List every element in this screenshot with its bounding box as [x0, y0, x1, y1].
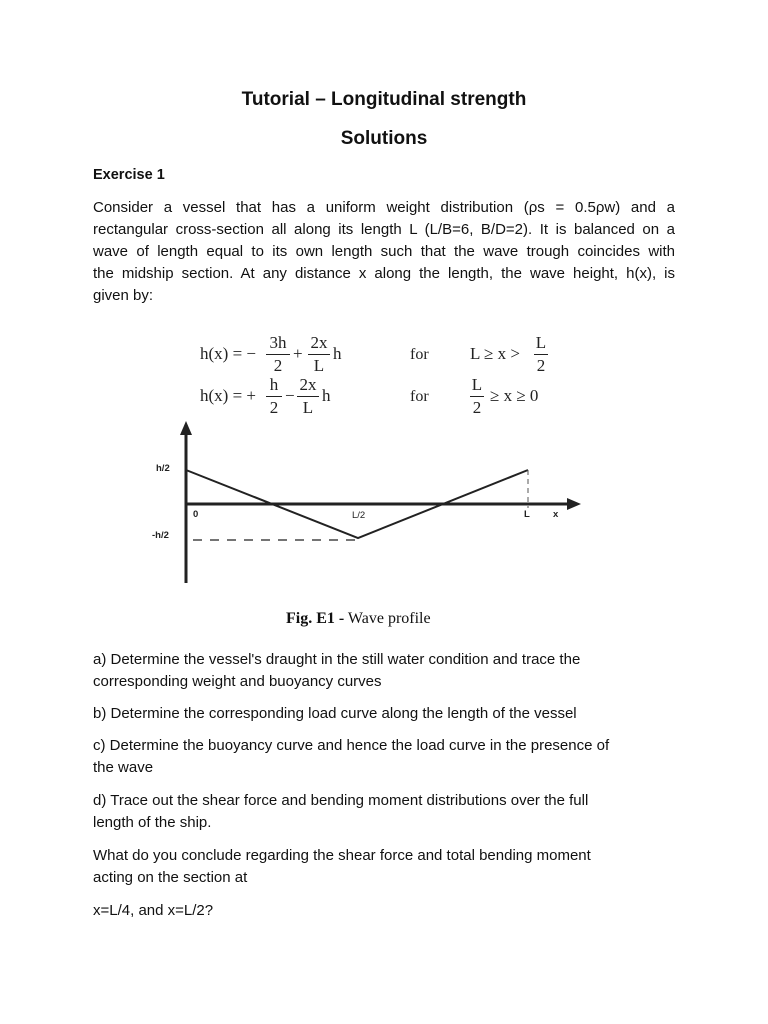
caption-text: Wave profile	[344, 610, 431, 627]
eq1-cond-denominator: 2	[536, 356, 546, 375]
eq2-f2-denominator: L	[302, 398, 314, 417]
label-h-half: h/2	[156, 463, 170, 474]
eq1-cond-numerator: L	[535, 333, 547, 352]
wave-profile-graph	[148, 318, 619, 638]
intro-line: Consider a vessel that has a uniform weight distribution (ρs = 0.5ρw) and a	[93, 199, 675, 216]
eq1-tail: h	[333, 344, 342, 363]
eq1-plus: +	[293, 344, 303, 363]
question-b	[93, 703, 675, 725]
label-neg-h-half: -h/2	[152, 530, 169, 541]
conclusion-line: acting on the section at	[93, 869, 248, 886]
conclusion-sections-line: x=L/4, and x=L/2?	[93, 902, 214, 919]
conclusion-line: What do you conclude regarding the shear force and total bending moment	[93, 847, 591, 864]
eq2-tail: h	[322, 386, 331, 405]
eq2-lhs: h(x) = +	[200, 386, 256, 405]
conclusion-sections	[93, 900, 675, 922]
question-b-line: b) Determine the corresponding load curve along the length of the vessel	[93, 705, 577, 722]
document-subtitle: Solutions	[340, 128, 428, 149]
intro-line: the midship section. At any distance x along the length, the wave height, h(x), is	[93, 265, 675, 282]
question-c-line: the wave	[93, 759, 154, 776]
question-c	[93, 735, 675, 779]
eq1-for: for	[410, 346, 429, 363]
label-L: L	[524, 509, 530, 520]
label-x: x	[553, 509, 559, 520]
eq2-for: for	[410, 388, 429, 405]
eq1-lhs: h(x) = −	[200, 344, 256, 363]
eq1-f2-numerator: 2x	[310, 333, 328, 352]
question-c-line: c) Determine the buoyancy curve and hence the load curve in the presence of	[93, 737, 610, 754]
question-a-line: corresponding weight and buoyancy curves	[93, 673, 382, 690]
eq1-condition: L ≥ x >	[470, 344, 520, 363]
question-a-line: a) Determine the vessel's draught in the still water condition and trace the	[93, 651, 581, 668]
eq1-f1-numerator: 3h	[269, 333, 287, 352]
eq2-condition: ≥ x ≥ 0	[490, 386, 539, 405]
eq2-f1-denominator: 2	[269, 398, 279, 417]
intro-line: given by:	[93, 287, 154, 304]
eq2-cond-numerator: L	[471, 375, 483, 394]
label-L-half: L/2	[352, 510, 366, 521]
eq2-minus: −	[285, 386, 295, 405]
eq2-f2-numerator: 2x	[299, 375, 317, 394]
eq1-f2-denominator: L	[313, 356, 325, 375]
caption-label: Fig. E1 -	[286, 610, 345, 627]
figure-caption	[286, 610, 431, 628]
intro-line: wave of length equal to its own length such that the wave trough coincides with	[93, 243, 675, 260]
x-axis-arrow	[567, 498, 581, 510]
intro-paragraph	[93, 197, 675, 307]
label-zero: 0	[193, 509, 199, 520]
exercise-heading: Exercise 1	[93, 167, 165, 183]
eq2-cond-denominator: 2	[472, 398, 482, 417]
intro-line: rectangular cross-section all along its length L (L/B=6, B/D=2). It is balanced on a	[93, 221, 675, 238]
question-a	[93, 649, 675, 693]
y-axis-arrow	[180, 421, 192, 435]
question-d-line: d) Trace out the shear force and bending moment distributions over the full	[93, 792, 589, 809]
question-d	[93, 790, 675, 834]
figure-wave-profile	[148, 318, 619, 638]
eq1-f1-denominator: 2	[273, 356, 283, 375]
eq2-f1-numerator: h	[269, 375, 279, 394]
conclusion-question	[93, 845, 675, 889]
question-d-line: length of the ship.	[93, 814, 212, 831]
document-title: Tutorial – Longitudinal strength	[241, 89, 527, 110]
